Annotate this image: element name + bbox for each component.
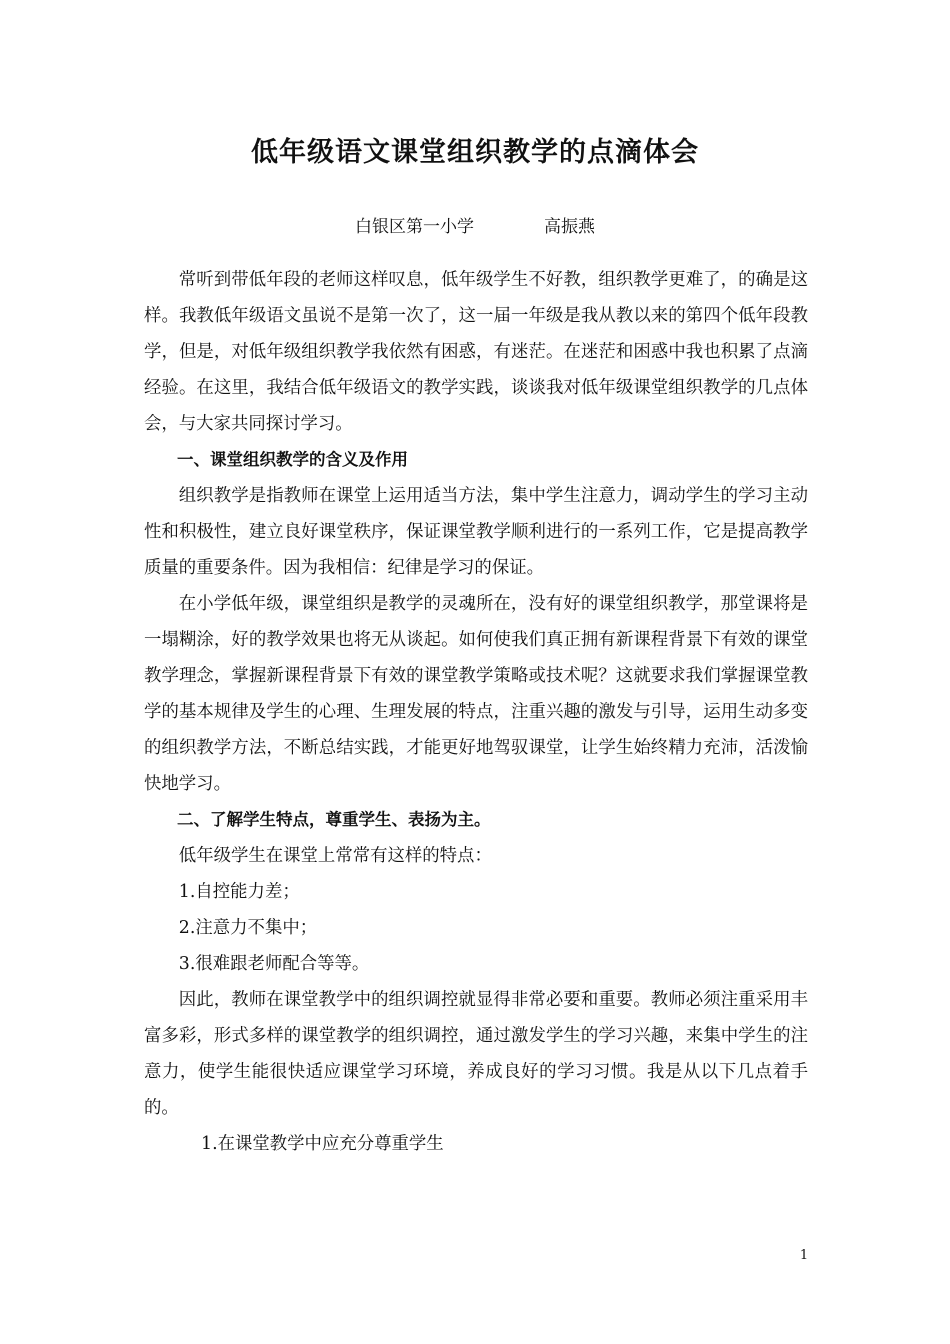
intro-paragraph: 常听到带低年段的老师这样叹息，低年级学生不好教，组织教学更难了，的确是这样。我教低年级语文虽说不是第一次了，这一届一年级是我从教以来的第四个低年段教学，但是，对低年级组织教学我依然有困惑，有迷茫。在迷茫和困惑中我也积累了点滴经验。在这里，我结合低年级语文的教学实践，谈谈我对低年级课堂组织教学的几点体会，与大家共同探讨学习。 — [144, 270, 808, 434]
section-2-lead: 低年级学生在课堂上常常有这样的特点： — [178, 846, 492, 866]
byline-school: 白银区第一小学 — [355, 217, 474, 237]
section-2-paragraph: 因此，教师在课堂教学中的组织调控就显得非常必要和重要。教师必须注重采用丰富多彩，形式多样的课堂教学的组织调控，通过激发学生的学习兴趣，来集中学生的注意力，使学生能很快适应课堂学习环境，养成良好的学习习惯。我是从以下几点着手的。 — [144, 990, 808, 1118]
document-title: 低年级语文课堂组织教学的点滴体会 — [251, 137, 699, 168]
list-item-3: 3.很难跟老师配合等等。 — [178, 954, 370, 974]
list-item-2: 2.注意力不集中； — [178, 918, 318, 938]
subsection-heading-1: 1.在课堂教学中应充分尊重学生 — [201, 1134, 444, 1154]
byline-author: 高振燕 — [544, 217, 595, 237]
byline — [0, 212, 950, 237]
section-heading-1: 一、课堂组织教学的含义及作用 — [177, 450, 408, 469]
section-heading-2: 二、了解学生特点，尊重学生、表扬为主。 — [177, 810, 491, 829]
list-item-1: 1.自控能力差； — [178, 882, 300, 902]
page-number: 1 — [799, 1248, 809, 1263]
section-1-paragraph-1: 组织教学是指教师在课堂上运用适当方法，集中学生注意力，调动学生的学习主动性和积极性，建立良好课堂秩序，保证课堂教学顺利进行的一系列工作，它是提高教学质量的重要条件。因为我相信：纪律是学习的保证。 — [144, 486, 808, 578]
section-1-paragraph-2: 在小学低年级，课堂组织是教学的灵魂所在，没有好的课堂组织教学，那堂课将是一塌糊涂，好的教学效果也将无从谈起。如何使我们真正拥有新课程背景下有效的课堂教学理念，掌握新课程背景下有效的课堂教学策略或技术呢？这就要求我们掌握课堂教学的基本规律及学生的心理、生理发展的特点，注重兴趣的激发与引导，运用生动多变的组织教学方法，不断总结实践，才能更好地驾驭课堂，让学生始终精力充沛，活泼愉快地学习。 — [144, 594, 808, 794]
document-body — [144, 262, 808, 1162]
